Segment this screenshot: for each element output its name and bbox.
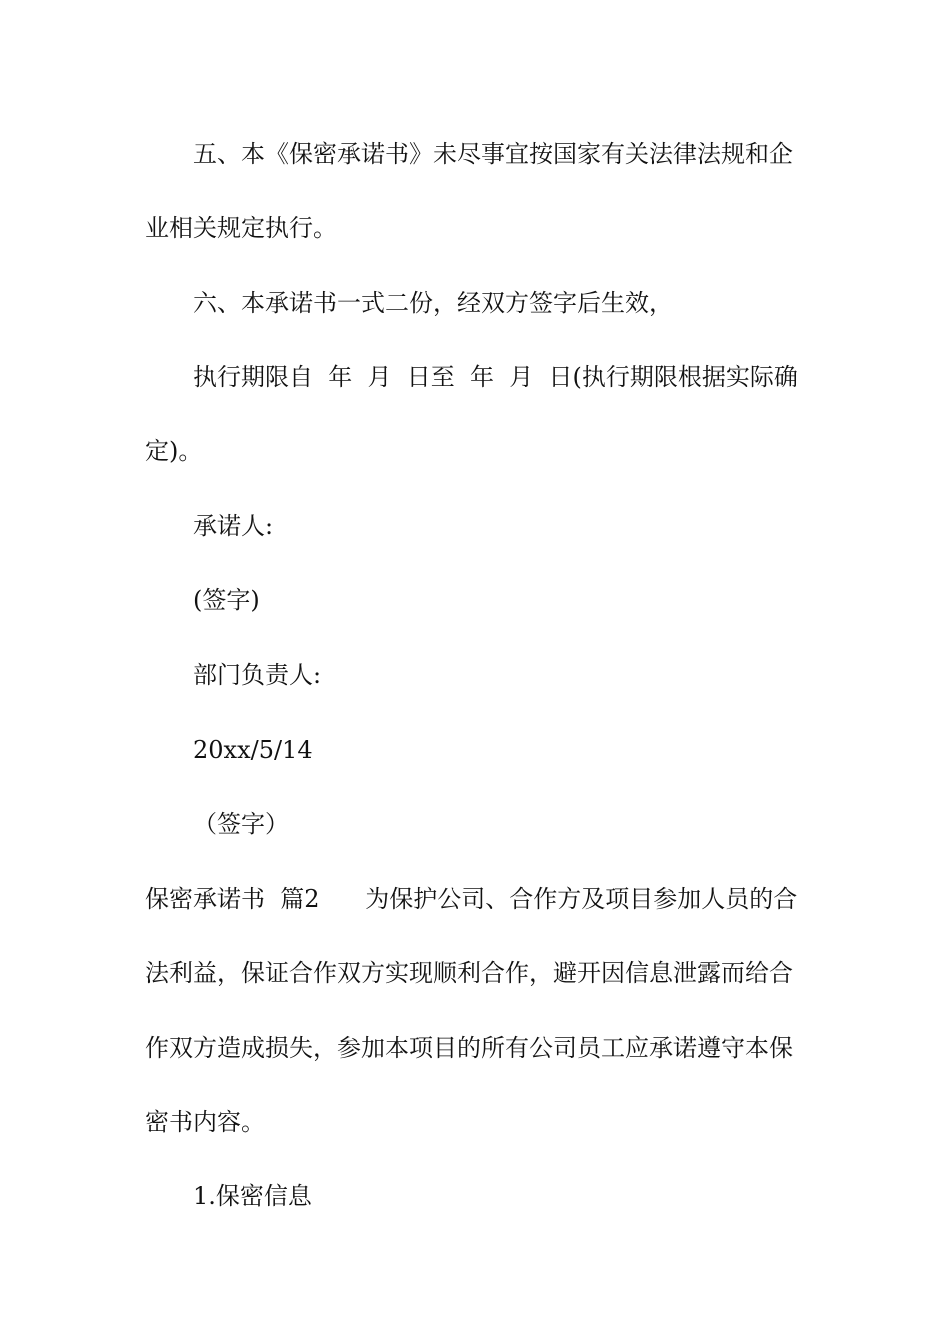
promisor-label: 承诺人: <box>193 512 274 540</box>
section-2-line-3: 作双方造成损失，参加本项目的所有公司员工应承诺遵守本保 <box>145 1034 793 1062</box>
paragraph-6: 六、本承诺书一式二份，经双方签字后生效， <box>193 289 673 317</box>
signature-label-2: （签字） <box>193 810 289 838</box>
section-2-line-1: 保密承诺书 篇2 为保护公司、合作方及项目参加人员的合 <box>145 885 798 913</box>
department-head-label: 部门负责人: <box>193 661 322 689</box>
date-text: 20xx/5/14 <box>193 736 313 764</box>
paragraph-5-line-1: 五、本《保密承诺书》未尽事宜按国家有关法律法规和企 <box>193 140 793 168</box>
term-line-1: 执行期限自 年 月 日至 年 月 日(执行期限根据实际确 <box>193 363 798 391</box>
paragraph-5-line-2: 业相关规定执行。 <box>145 214 337 242</box>
signature-label: (签字) <box>193 586 260 614</box>
section-2-line-2: 法利益，保证合作双方实现顺利合作，避开因信息泄露而给合 <box>145 959 793 987</box>
confidential-info-heading: 1.保密信息 <box>193 1182 312 1210</box>
section-2-line-4: 密书内容。 <box>145 1108 265 1136</box>
term-line-2: 定)。 <box>145 437 203 465</box>
